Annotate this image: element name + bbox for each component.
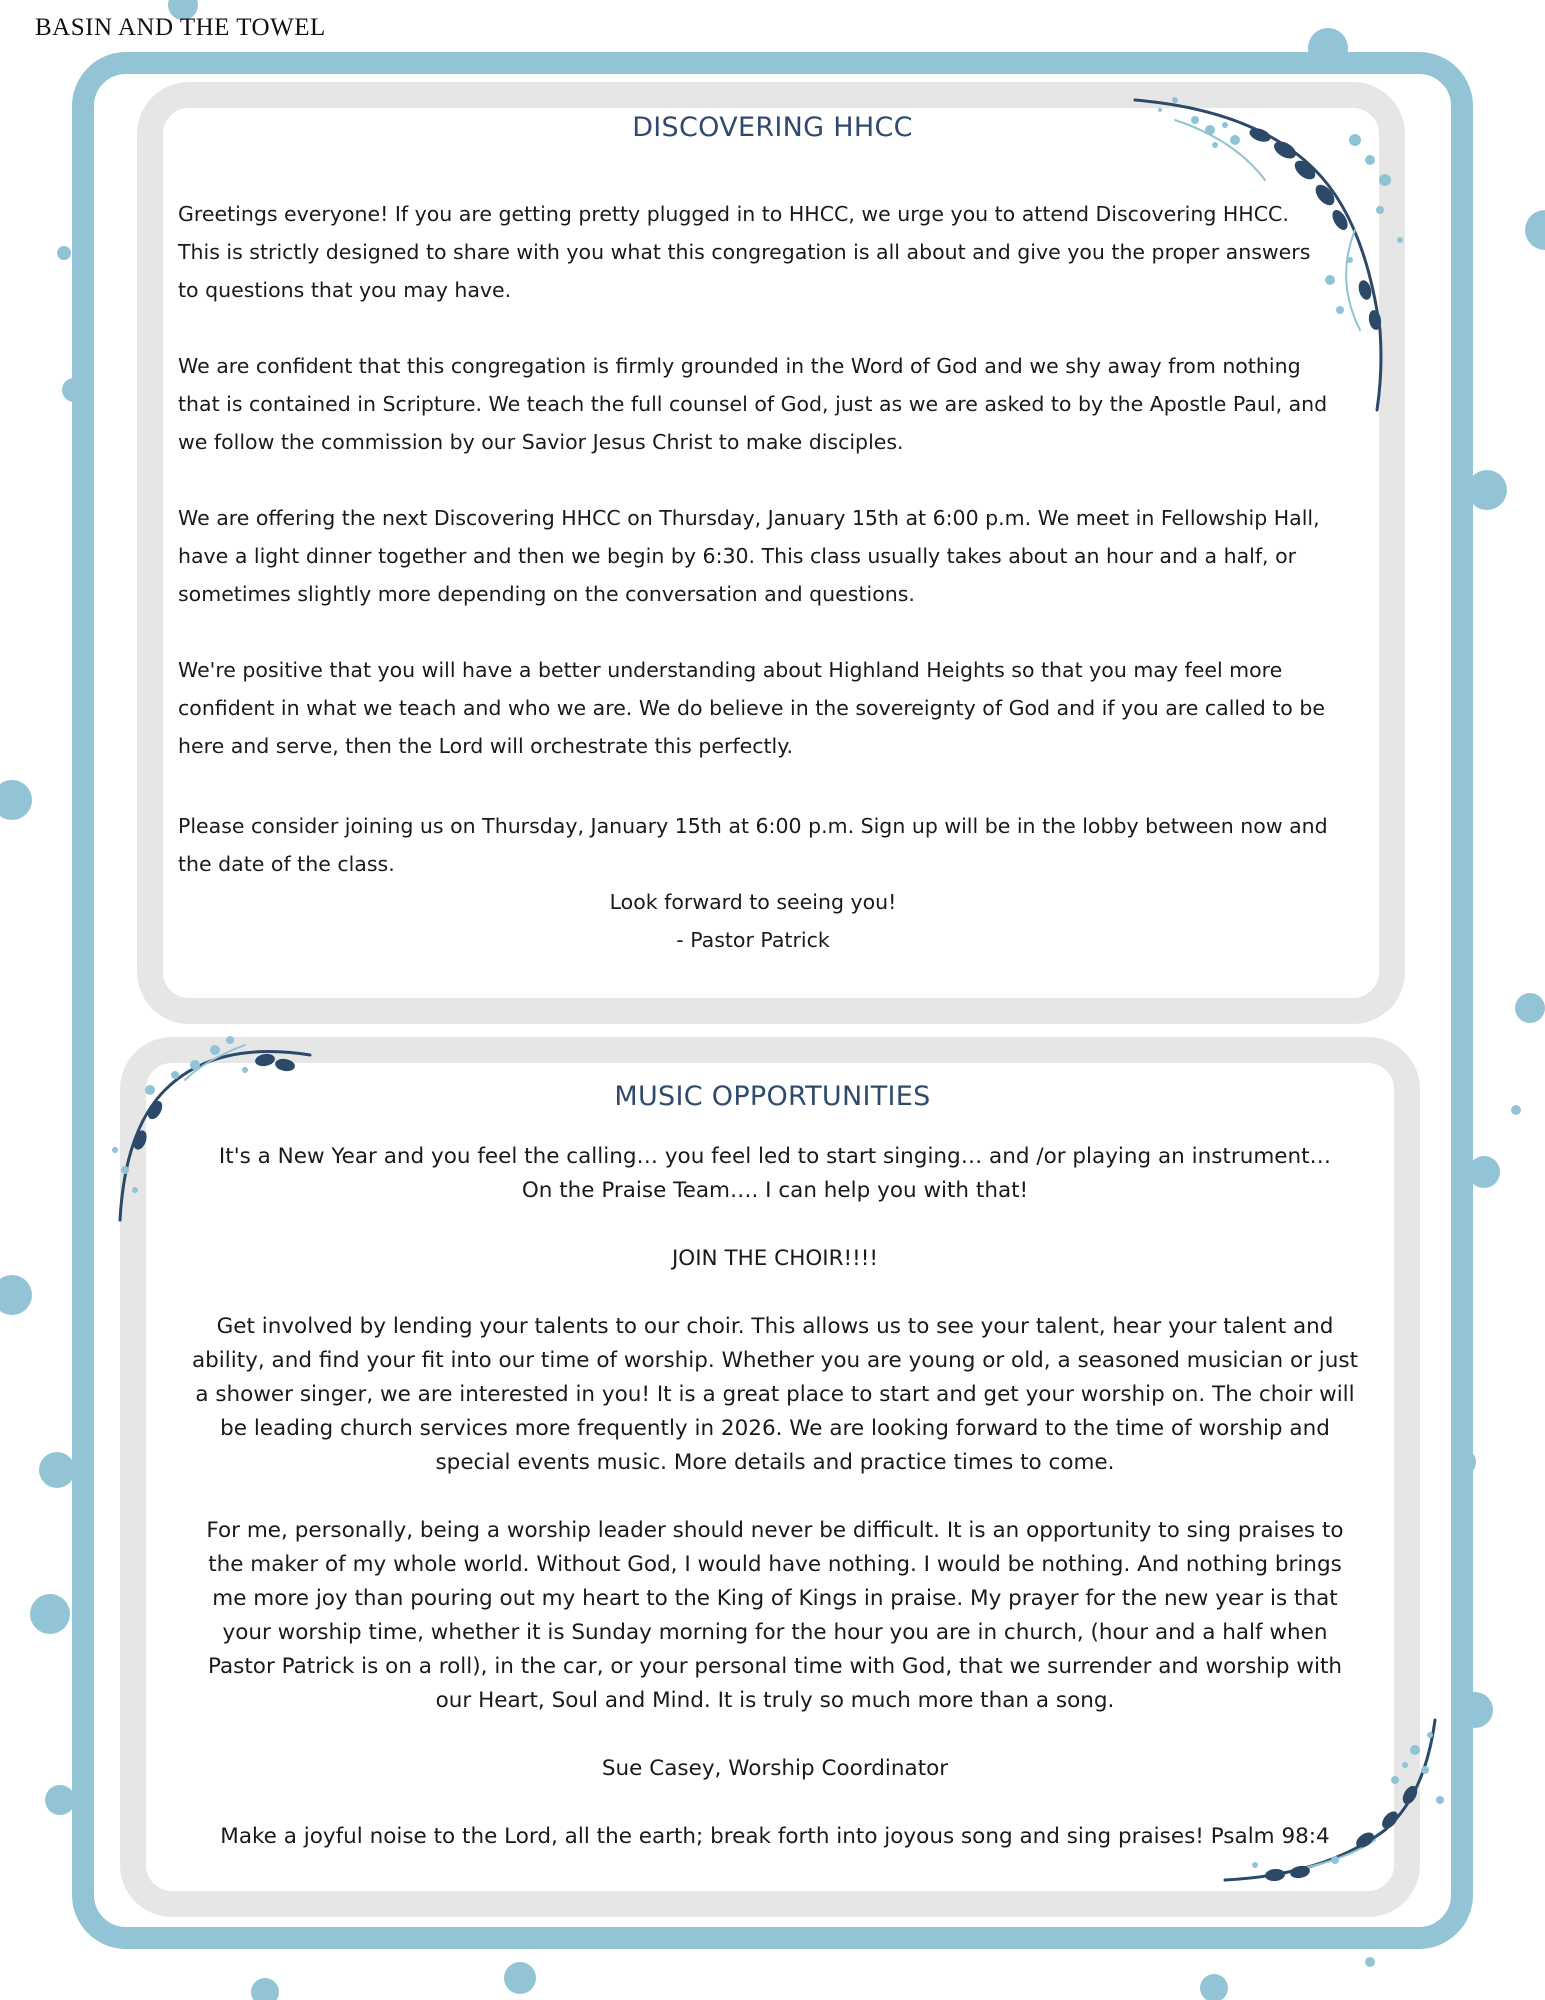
section2-signature: Sue Casey, Worship Coordinator [601,1756,949,1781]
section1-paragraph: Greetings everyone! If you are getting pretty plugged in to HHCC, we urge you to attend Discovering HHCC. This is strictly designed to share with you what this congregation is all about and give you the proper answers to questions that you may have. [178,202,1311,302]
section1-paragraph: We are confident that this congregation is firmly grounded in the Word of God and we shy away from nothing that is contained in Scripture. We teach the full counsel of God, just as we are asked to by the Apostle Paul, and we follow the commission by our Savior Jesus Christ to make disciples. [178,354,1328,454]
section1-paragraph: We are offering the next Discovering HHCC on Thursday, January 15th at 6:00 p.m. We meet in Fellowship Hall, have a light dinner together and then we begin by 6:30. This class usually takes about an hour and a half, or sometimes slightly more depending on the conversation and questions. [178,506,1320,606]
floral-branch-icon [95,1020,325,1230]
section1-paragraph: Please consider joining us on Thursday, January 15th at 6:00 p.m. Sign up will be in the lobby between now and the date of the class. [178,814,1328,876]
section1-closing: Look forward to seeing you! [609,890,897,914]
section2-body [190,1140,1360,1854]
join-choir-callout: JOIN THE CHOIR!!!! [671,1246,879,1271]
section1-title: DISCOVERING HHCC [632,112,913,143]
section1-signature: - Pastor Patrick [676,928,830,952]
section2-intro-line: It's a New Year and you feel the calling… you feel led to start singing… and /or playing an instrument… [218,1144,1332,1169]
floral-branch-icon [1115,80,1435,420]
psalm-verse: Make a joyful noise to the Lord, all the earth; break forth into joyous song and sing praises! Psalm 98:4 [220,1824,1330,1849]
section2-paragraph: Get involved by lending your talents to our choir. This allows us to see your talent, hear your talent and ability, and find your fit into our time of worship. Whether you are young or old, a seasoned musician or just a shower singer, we are interested in you! It is a great place to start and get your worship on. The choir will be leading church services more frequently in 2026. We are looking forward to the time of worship and special events music. More details and practice times to come. [191,1314,1359,1475]
section2-title: MUSIC OPPORTUNITIES [614,1081,931,1112]
section1-paragraph: We're positive that you will have a better understanding about Highland Heights so that you may feel more confident in what we teach and who we are. We do believe in the sovereignty of God and if you are called to be here and serve, then the Lord will orchestrate this perfectly. [178,658,1325,758]
floral-branch-icon [1215,1710,1455,1890]
section2-intro-line: On the Praise Team…. I can help you with that! [521,1178,1029,1203]
newsletter-header: BASIN AND THE TOWEL [35,14,326,41]
section2-paragraph: For me, personally, being a worship leader should never be difficult. It is an opportunity to sing praises to the maker of my whole world. Without God, I would have nothing. I would be nothing. And nothing brings me more joy than pouring out my heart to the King of Kings in praise. My prayer for the new year is that your worship time, whether it is Sunday morning for the hour you are in church, (hour and a half when Pastor Patrick is on a roll), in the car, or your personal time with God, that we surrender and worship with our Heart, Soul and Mind. It is truly so much more than a song. [206,1518,1344,1713]
